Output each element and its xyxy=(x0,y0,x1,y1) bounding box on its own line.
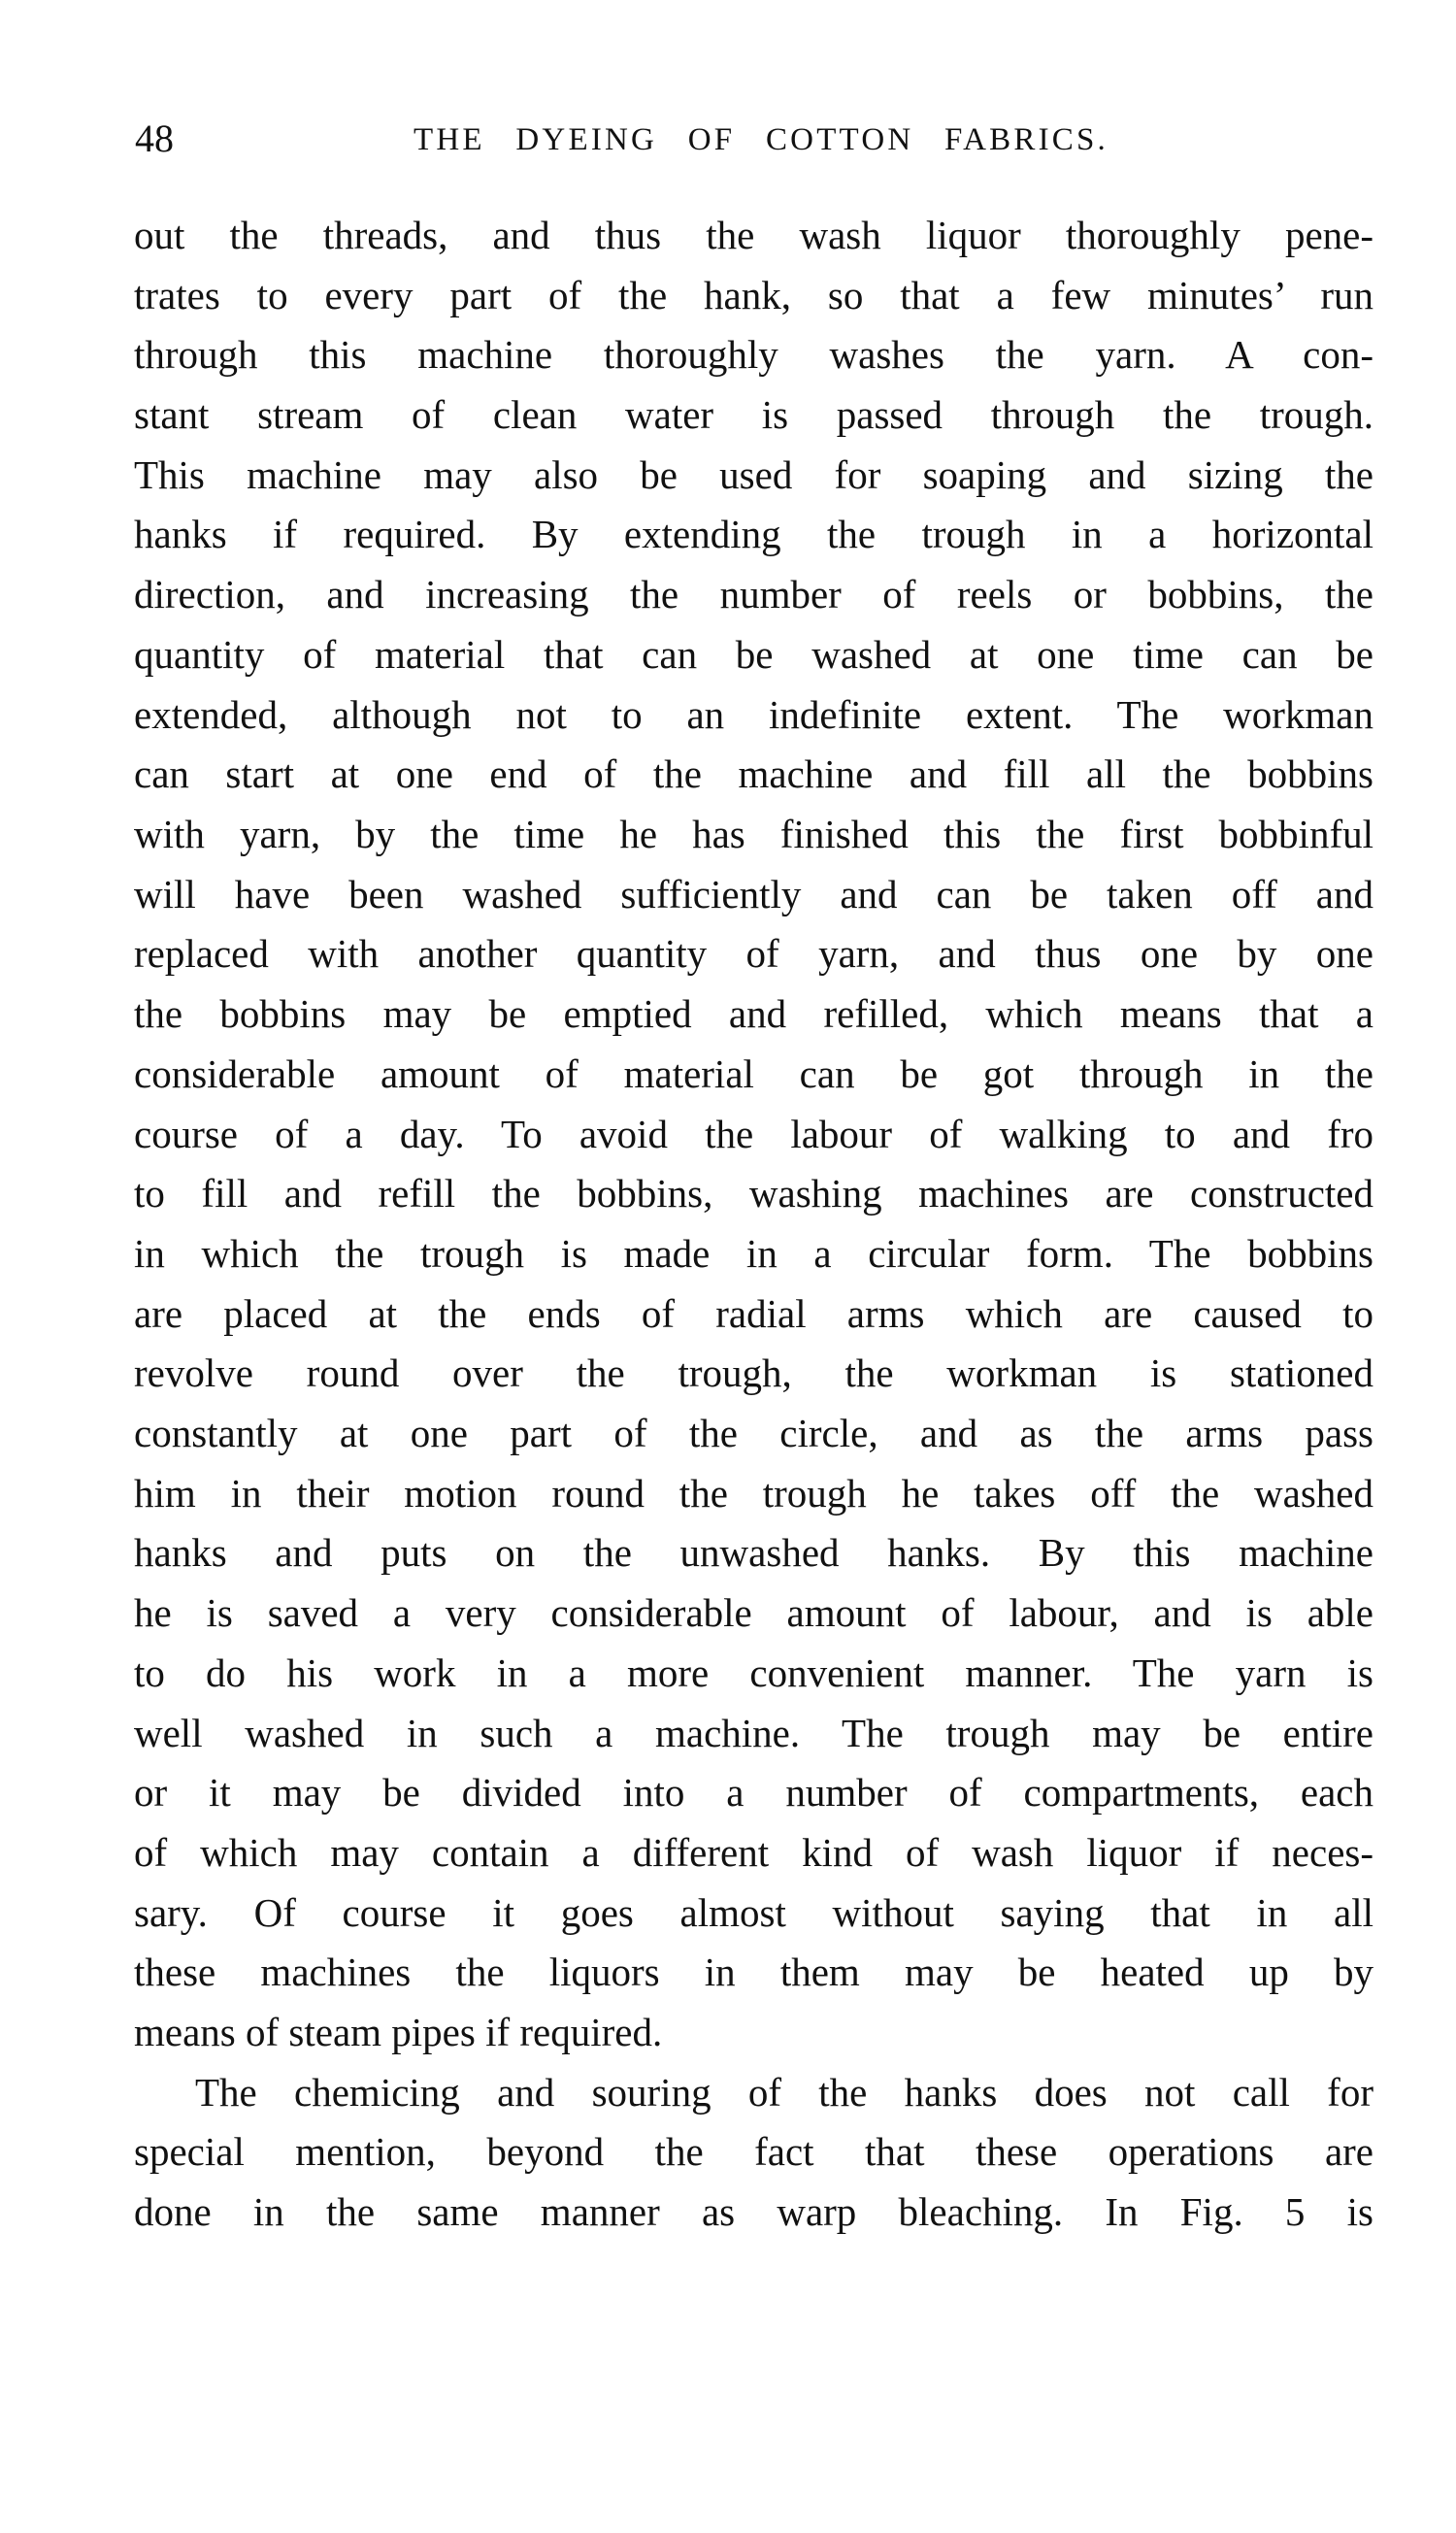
text-line: to do his work in a more convenient manner. The yarn is xyxy=(134,1650,1373,1695)
text-line: these machines the liquors in them may be heated up by xyxy=(134,1950,1373,1994)
text-line: constantly at one part of the circle, and as the arms pass xyxy=(134,1411,1373,1455)
text-line: extended, although not to an indefinite extent. The workman xyxy=(134,692,1373,737)
text-line: This machine may also be used for soaping and sizing the xyxy=(134,452,1373,497)
page-header xyxy=(0,0,1456,165)
text-line: direction, and increasing the number of reels or bobbins, the xyxy=(134,572,1373,617)
text-line: in which the trough is made in a circular form. The bobbins xyxy=(134,1231,1373,1276)
text-line: revolve round over the trough, the workman is stationed xyxy=(134,1350,1373,1395)
text-line: through this machine thoroughly washes the yarn. A con- xyxy=(134,332,1373,377)
text-line: the bobbins may be emptied and refilled, which means that a xyxy=(134,991,1373,1036)
text-line: out the threads, and thus the wash liquor thoroughly pene- xyxy=(134,213,1373,257)
text-line: or it may be divided into a number of compartments, each xyxy=(134,1770,1373,1815)
text-line: considerable amount of material can be got through in the xyxy=(134,1051,1373,1096)
text-line: sary. Of course it goes almost without saying that in all xyxy=(134,1890,1373,1935)
running-title: THE DYEING OF COTTON FABRICS. xyxy=(414,122,1109,157)
text-line: The chemicing and souring of the hanks does not call for xyxy=(195,2070,1373,2115)
text-line: done in the same manner as warp bleaching. In Fig. 5 is xyxy=(134,2189,1373,2234)
text-line: with yarn, by the time he has finished this the first bobbinful xyxy=(134,812,1373,856)
text-line: can start at one end of the machine and fill all the bobbins xyxy=(134,751,1373,796)
text-line: him in their motion round the trough he takes off the washed xyxy=(134,1471,1373,1516)
text-line: quantity of material that can be washed at one time can be xyxy=(134,632,1373,677)
text-line: well washed in such a machine. The trough may be entire xyxy=(134,1711,1373,1755)
text-line: means of steam pipes if required. xyxy=(134,2010,663,2054)
text-line: hanks if required. By extending the trough in a horizontal xyxy=(134,512,1373,556)
text-line: special mention, beyond the fact that these operations are xyxy=(134,2129,1373,2174)
text-line: stant stream of clean water is passed through the trough. xyxy=(134,392,1373,437)
text-line: will have been washed sufficiently and can be taken off and xyxy=(134,872,1373,917)
text-line: he is saved a very considerable amount of labour, and is able xyxy=(134,1590,1373,1635)
text-line: replaced with another quantity of yarn, and thus one by one xyxy=(134,931,1373,976)
text-line: to fill and refill the bobbins, washing machines are constructed xyxy=(134,1171,1373,1216)
text-line: are placed at the ends of radial arms which are caused to xyxy=(134,1291,1373,1336)
text-line: trates to every part of the hank, so that a few minutes’ run xyxy=(134,273,1373,317)
text-line: of which may contain a different kind of wash liquor if neces- xyxy=(134,1830,1373,1875)
text-line: course of a day. To avoid the labour of walking to and fro xyxy=(134,1112,1373,1156)
page-number: 48 xyxy=(135,117,174,160)
text-line: hanks and puts on the unwashed hanks. By this machine xyxy=(134,1530,1373,1575)
